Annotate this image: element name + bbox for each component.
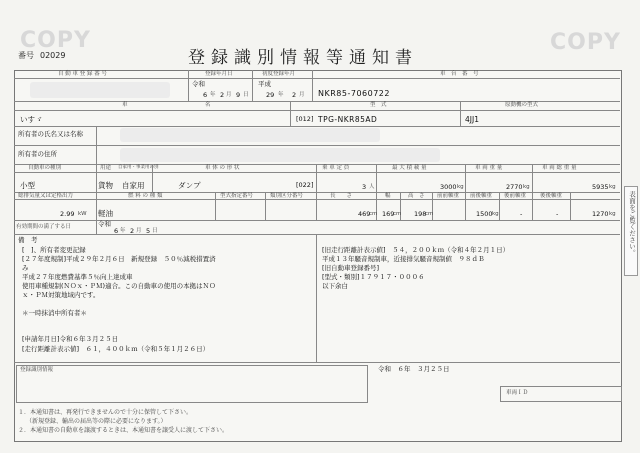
document-number-label: 番号 [18, 51, 34, 60]
gross-value: 5935 [592, 183, 609, 191]
displacement-value: 2.99 [60, 210, 75, 218]
remarks-left-line: 使用車種規制(ＮＯｘ・ＰＭ)適合。この自動車の使用の本拠はＮＯ [22, 282, 216, 290]
expiry-month-unit: 月 [136, 228, 142, 234]
class-no-label: 類別区分番号 [270, 193, 304, 199]
weight-unit: kg [523, 184, 530, 190]
height-value: 198 [414, 210, 427, 218]
model-code: [012] [296, 115, 314, 123]
footer-note: １．本通知書は、再発行できませんので十分に保管して下さい。 [18, 409, 193, 416]
fuel-label: 燃 料 の 種 類 [128, 193, 163, 199]
gross-unit: kg [609, 184, 616, 190]
remarks-right-line: [型式・類別]１７９１７・０００６ [322, 273, 425, 281]
max-load-label: 最 大 積 載 量 [392, 165, 427, 171]
category-value: 小型 [20, 181, 35, 190]
reg-info-label: 登録識別情報 [20, 367, 54, 373]
reg-info-box [16, 365, 368, 403]
ff-axle-unit: kg [492, 211, 499, 217]
capacity-value: 3 [362, 183, 367, 191]
length-value: 469 [358, 210, 371, 218]
rr-axle-label: 後後軸重 [540, 193, 563, 199]
remarks-right-line: 以下余白 [322, 282, 348, 290]
vehicle-id-label: 車両ＩＤ [506, 390, 529, 396]
use-label: 用途 [100, 165, 112, 171]
fr-axle-value: - [520, 210, 523, 218]
width-unit: cm [393, 211, 402, 217]
reg-month: 2 [220, 91, 225, 99]
weight-value: 2770 [506, 183, 523, 191]
first-reg-year: 29 [266, 91, 275, 99]
capacity-label: 乗 車 定 員 [322, 165, 350, 171]
length-label: 長 さ [330, 193, 353, 199]
document-number: 02029 [40, 51, 66, 60]
width-label: 幅 [385, 193, 391, 199]
remarks-label: 備 考 [18, 236, 38, 244]
reg-no-label: 自 動 車 登 録 番 号 [58, 71, 107, 77]
redacted-owner-address [120, 148, 440, 162]
reg-era: 令和 [192, 80, 205, 88]
width-value: 169 [382, 210, 395, 218]
ff-axle-value: 1500 [476, 210, 493, 218]
self-label: 自家用・事業用の別 [118, 165, 159, 170]
expiry-year: 6 [114, 227, 119, 235]
chassis-label: 車 台 番 号 [440, 71, 479, 77]
footer-note: （新規登録、輸出の届出等の際に必要になります。） [26, 418, 167, 425]
rf-axle-value: - [556, 210, 559, 218]
weight-label: 車 両 重 量 [475, 165, 503, 171]
reg-date-label: 登録年月日 [205, 71, 233, 77]
body-label: 車 体 の 形 状 [205, 165, 240, 171]
remarks-left-line: 平成２７年度燃費基準５％向上達成車 [22, 273, 133, 281]
gross-label: 車 両 総 重 量 [542, 165, 577, 171]
capacity-unit: 人 [369, 184, 375, 190]
expiry-day-unit: 日 [152, 228, 158, 234]
expiry-era: 令和 [98, 220, 111, 228]
model-label: 型 式 [370, 102, 387, 108]
copy-watermark: COPY [550, 30, 621, 55]
first-reg-month: 2 [292, 91, 297, 99]
copy-watermark: COPY [20, 28, 91, 53]
self-value: 自家用 [122, 181, 145, 190]
category-label: 自動車の種別 [28, 165, 62, 171]
remarks-left-line: ｘ・ＰＭ対策地域内です。 [22, 291, 100, 299]
maker-label: 車 [122, 102, 128, 108]
remarks-right-line: [旧走行距離計表示値] ５４，２００ｋｍ（令和４年２月１日） [322, 246, 510, 254]
side-note: 表面をご覧ください。 [624, 186, 638, 276]
displacement-label: 総排気量又は定格出力 [18, 193, 74, 199]
height-unit: cm [425, 211, 434, 217]
remarks-bottom-line: [申請年月日]令和６年３月２５日 [22, 335, 119, 343]
body-code: [022] [296, 181, 314, 189]
fr-axle-label: 前後軸重 [470, 193, 493, 199]
max-load-unit: kg [457, 184, 464, 190]
length-unit: cm [369, 211, 378, 217]
first-reg-label: 初度登録年月 [262, 71, 296, 77]
remarks-left-line: [２７年度規制]平成２９年２月６日 新規登録 ５０％減税措置済 [22, 255, 216, 263]
model-value: TPG-NKR85AD [318, 115, 378, 124]
engine-value: 4JJ1 [465, 115, 479, 124]
remarks-right-line: 平成１３年騒音規制車，近接排気騒音規制値 ９８ｄＢ [322, 255, 485, 263]
reg-day: 9 [236, 91, 241, 99]
engine-label: 原動機の型式 [505, 102, 539, 108]
rr-axle-unit: kg [609, 211, 616, 217]
name-label: 名 [205, 102, 211, 108]
ff-axle-label: 前前軸重 [437, 193, 460, 199]
owner-name-label: 所有者の氏名又は名称 [18, 130, 83, 138]
rf-axle-label: 後前軸重 [504, 193, 527, 199]
remarks-bottom-line: [走行距離計表示値] ６１，４００ｋｍ（令和５年１月２６日） [22, 345, 210, 353]
remarks-right-line: [旧自動車登録番号] [322, 264, 380, 272]
displacement-unit: kW [78, 211, 87, 217]
remarks-left-line: み [22, 264, 29, 272]
redacted-owner-name [120, 128, 380, 142]
height-label: 高 さ [408, 193, 425, 199]
body-value: ダンプ [178, 181, 201, 190]
first-reg-era: 平成 [258, 80, 271, 88]
redacted-reg-no [30, 82, 170, 98]
expiry-month: 2 [130, 227, 135, 235]
owner-address-label: 所有者の住所 [18, 150, 57, 158]
chassis-number: NKR85-7060722 [318, 89, 390, 98]
reg-year: 6 [203, 91, 208, 99]
max-load-value: 3000 [440, 183, 457, 191]
issue-date: 令和 ６年 ３月２５日 [378, 365, 450, 373]
footer-note: ２．本通知書の自動車を譲渡するときは、本通知書を譲受人に渡して下さい。 [18, 427, 229, 434]
remarks-left-line: [ ]、所有者変更記録 [22, 246, 86, 254]
expiry-year-unit: 年 [120, 228, 126, 234]
maker-value: いすゞ [20, 115, 43, 124]
use-value: 貨物 [98, 181, 113, 190]
rr-axle-value: 1270 [592, 210, 609, 218]
page-title: 登録識別情報等通知書 [188, 48, 418, 68]
fuel-value: 軽油 [98, 209, 113, 218]
expiry-day: 5 [146, 227, 151, 235]
remarks-left-line: ＊一時抹消中所有者＊ [22, 309, 87, 317]
type-no-label: 型式指定番号 [220, 193, 254, 199]
expiry-label: 有効期間の満了する日 [16, 224, 72, 230]
